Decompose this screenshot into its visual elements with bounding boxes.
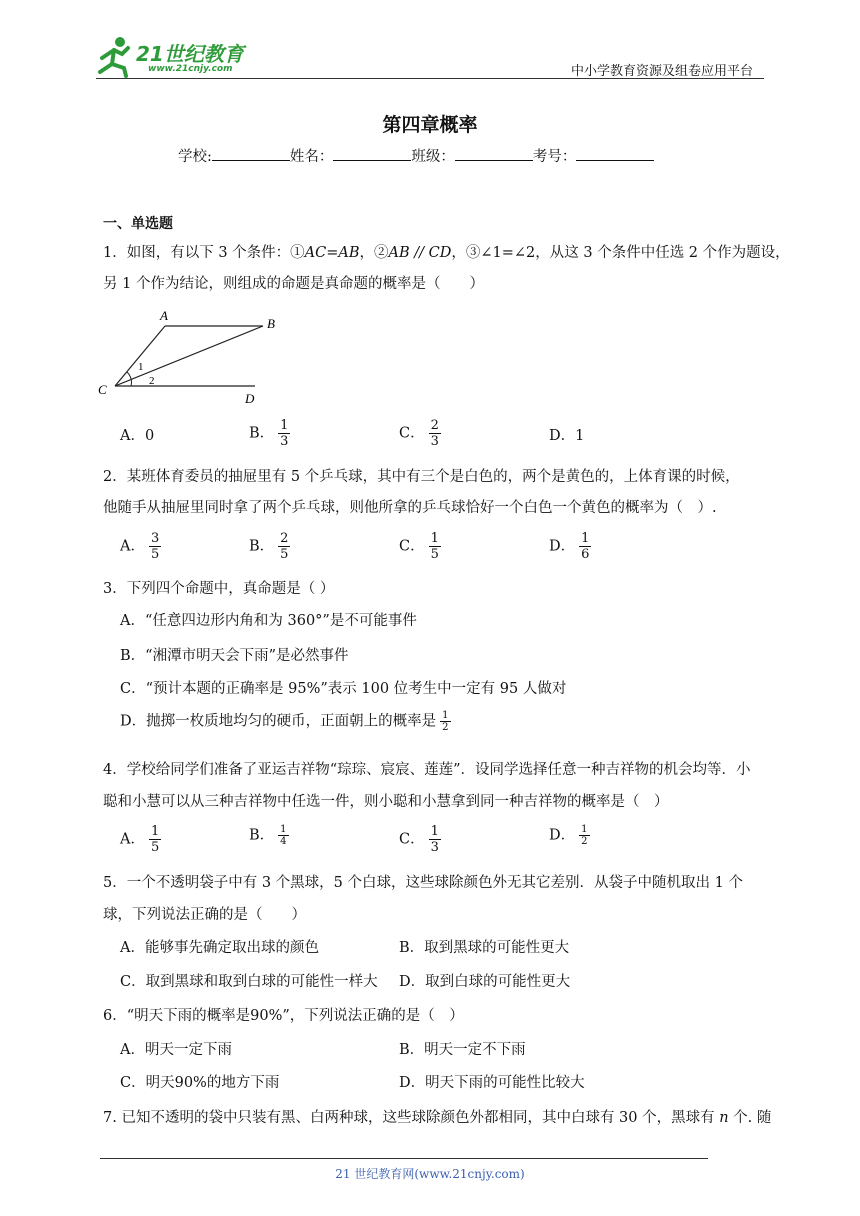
q1-option-b: B． $\frac{1}{3}$ (249, 418, 289, 449)
q4-option-b: B． $\frac{1}{4}$ (249, 824, 287, 847)
class-blank[interactable] (455, 147, 533, 161)
label-angle1: 1 (138, 361, 144, 373)
q5-option-a: A．能够事先确定取出球的颜色 (120, 940, 319, 956)
q1-option-a: A．0 (120, 428, 155, 444)
q6-option-a: A．明天一定下雨 (120, 1042, 232, 1058)
q4-line1: 4．学校给同学们准备了亚运吉祥物“琮琮、宸宸、莲莲”．设同学选择任意一种吉祥物的机会均等．小 (103, 762, 751, 778)
q2-line1: 2．某班体育委员的抽屉里有 5 个乒乓球，其中有三个是白色的，两个是黄色的，上体育课的时候， (103, 469, 740, 485)
student-info-line (178, 145, 654, 166)
q6-option-b: B．明天一定不下雨 (399, 1042, 526, 1058)
school-blank[interactable] (212, 147, 290, 161)
label-b: B (267, 316, 275, 331)
q3-option-c: C．“预计本题的正确率是 95%”表示 100 位考生中一定有 95 人做对 (120, 681, 567, 697)
q7-line1: 7. 已知不透明的袋中只装有黑、白两种球，这些球除颜色外都相同，其中白球有 30 个，黑球有 n 个. 随 (103, 1110, 772, 1126)
q5-option-d: D．取到白球的可能性更大 (399, 974, 571, 990)
q2-option-d: D． $\frac{1}{6}$ (549, 531, 590, 562)
exam-no-blank[interactable] (576, 147, 654, 161)
q5-option-b: B．取到黑球的可能性更大 (399, 940, 570, 956)
q2-option-a: A． $\frac{3}{5}$ (120, 531, 160, 562)
q6-option-d: D．明天下雨的可能性比较大 (399, 1075, 585, 1091)
q6-option-c: C．明天90%的地方下雨 (120, 1075, 280, 1091)
q4-option-c: C． $\frac{1}{3}$ (399, 824, 439, 855)
q2-option-b: B． $\frac{2}{5}$ (249, 531, 289, 562)
logo-url: www.21cnjy.com (148, 64, 233, 74)
q1-option-c: C． $\frac{2}{3}$ (399, 418, 439, 449)
q2-option-c: C． $\frac{1}{5}$ (399, 531, 439, 562)
q4-line2: 聪和小慧可以从三种吉祥物中任选一件，则小聪和小慧拿到同一种吉祥物的概率是（ ） (103, 794, 669, 810)
runner-logo-icon (92, 34, 136, 78)
q1-line2: 另 1 个作为结论，则组成的命题是真命题的概率是（ ） (103, 276, 484, 292)
q1-figure (95, 304, 290, 406)
footer-divider (100, 1158, 708, 1159)
q3-option-d: D．抛掷一枚质地均匀的硬币，正面朝上的概率是 $\frac{1}{2}$ (120, 710, 449, 733)
q4-option-d: D． $\frac{1}{2}$ (549, 824, 588, 847)
name-blank[interactable] (333, 147, 411, 161)
q4-option-a: A． $\frac{1}{5}$ (120, 824, 160, 855)
q3-stem: 3．下列四个命题中，真命题是（ ） (103, 581, 335, 597)
label-a: A (160, 308, 168, 323)
school-label: 学校: (178, 149, 212, 165)
footer-text: 21 世纪教育网(www.21cnjy.com) (335, 1167, 525, 1181)
q1-line1: 1．如图，有以下 3 个条件：①AC=AB，②AB // CD，③∠1=∠2，从这 3 个条件中任选 2 个作为题设， (103, 245, 790, 261)
q1-option-d: D．1 (549, 428, 585, 444)
header-divider (96, 78, 764, 79)
label-d: D (245, 391, 255, 406)
line-cb (115, 326, 263, 386)
angle-arc (127, 372, 132, 386)
class-label: 班级： (411, 149, 455, 165)
exam-no-label: 考号： (532, 149, 577, 165)
label-angle2: 2 (149, 375, 155, 387)
q5-option-c: C．取到黑球和取到白球的可能性一样大 (120, 974, 378, 990)
line-ca (115, 326, 165, 386)
q6-stem: 6．“明天下雨的概率是90%”，下列说法正确的是（ ） (103, 1008, 464, 1024)
q5-line1: 5．一个不透明袋子中有 3 个黑球，5 个白球，这些球除颜色外无其它差别．从袋子中随机取出 1 个 (103, 875, 743, 891)
platform-text: 中小学教育资源及组卷应用平台 (571, 64, 754, 79)
q3-option-b: B．“湘潭市明天会下雨”是必然事件 (120, 648, 349, 664)
q5-line2: 球，下列说法正确的是（ ） (103, 907, 306, 923)
logo-text: 21世纪教育 (136, 42, 244, 66)
label-c: C (98, 382, 107, 397)
page-title: 第四章概率 (382, 114, 478, 136)
name-label: 姓名： (289, 149, 334, 165)
q2-line2: 他随手从抽屉里同时拿了两个乒乓球，则他所拿的乒乓球恰好一个白色一个黄色的概率为（ ）. (103, 500, 717, 516)
logo (92, 34, 262, 78)
section-heading: 一、单选题 (103, 216, 173, 232)
q3-option-a: A．“任意四边形内角和为 360°”是不可能事件 (120, 613, 417, 629)
